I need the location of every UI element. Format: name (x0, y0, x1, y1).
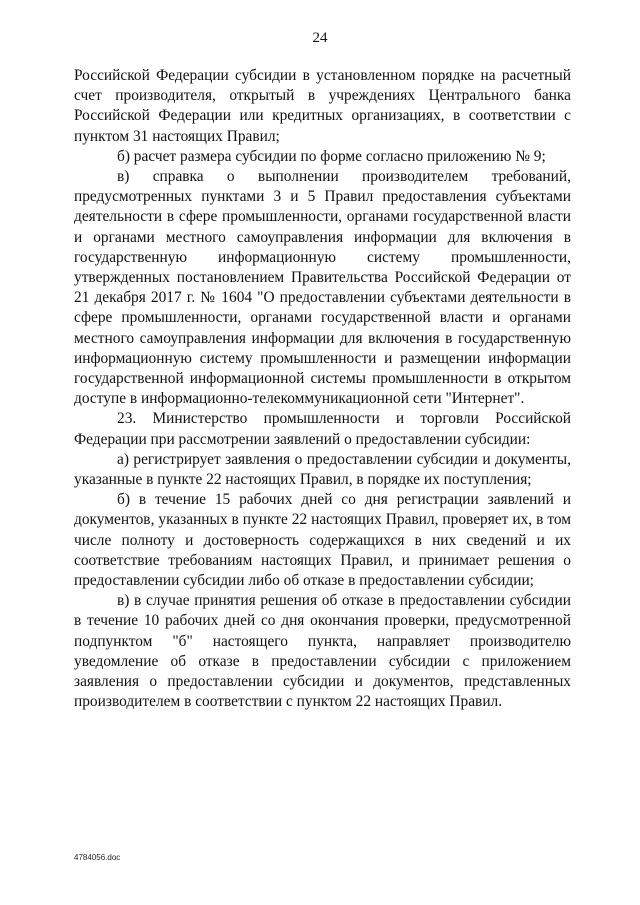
paragraph: а) регистрирует заявления о предоставлении субсидии и документы, указанные в пункте 22 настоящих Правил, в порядке их поступления; (74, 450, 571, 489)
paragraph: б) расчет размера субсидии по форме согласно приложению № 9; (117, 147, 546, 165)
paragraph: в) справка о выполнении производителем требований, предусмотренных пунктами 3 и 5 Правил предоставления субъектами деятельности в сфере промышленности, органами государственной власти и органами местного самоуправления информации для включения в государственную информационную систему промышленности, утвержденных постановлением Правительства Российской Федерации от 21 декабря 2017 г. № 1604 "О предоставлении субъектами деятельности в сфере промышленности, органами государственной власти и органами местного самоуправления информации для включения в государственную информационную систему промышленности и размещении информации государственной информационной системы промышленности в открытом доступе в информационно-телекоммуникационной сети "Интернет". (74, 168, 571, 408)
page-number: 24 (312, 30, 328, 46)
paragraph: в) в случае принятия решения об отказе в предоставлении субсидии в течение 10 рабочих дней со дня окончания проверки, предусмотренной подпунктом "б" настоящего пункта, направляет производителю уведомление об отказе в предоставлении субсидии с приложением заявления о предоставлении субсидии и документов, представленных производителем в соответствии с пунктом 22 настоящих Правил. (74, 592, 571, 711)
paragraph: Российской Федерации субсидии в установленном порядке на расчетный счет производителя, открытый в учреждениях Центрального банка Российской Федерации или кредитных организациях, в соответствии с пунктом 31 настоящих Правил; (74, 67, 571, 145)
paragraph: 23. Министерство промышленности и торговли Российской Федерации при рассмотрении заявлений о предоставлении субсидии: (74, 410, 571, 448)
document-body (74, 66, 571, 713)
document-file-reference: 4784056.doc (74, 853, 121, 862)
paragraph: б) в течение 15 рабочих дней со дня регистрации заявлений и документов, указанных в пункте 22 настоящих Правил, проверяет их, в том числе полноту и достоверность содержащихся в них сведений и их соответствие требованиям настоящих Правил, и принимает решения о предоставлении субсидии либо об отказе в предоставлении субсидии; (74, 491, 571, 590)
